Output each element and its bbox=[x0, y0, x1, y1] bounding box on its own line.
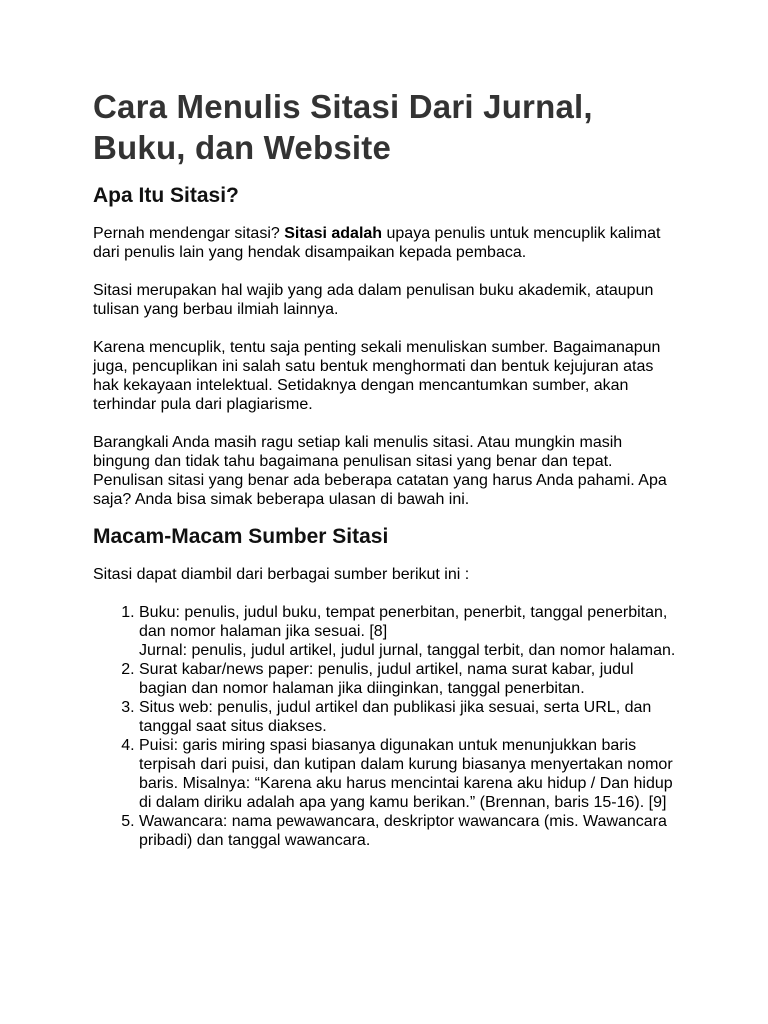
list-item-wawancara bbox=[139, 812, 683, 850]
paragraph-doubt: Barangkali Anda masih ragu setiap kali menulis sitasi. Atau mungkin masih bingung dan tidak tahu bagaimana penulisan sitasi yang benar dan tepat. Penulisan sitasi yang benar ada beberapa catatan yang harus Anda pahami. Apa saja? Anda bisa simak beberapa ulasan di bawah ini. bbox=[93, 434, 667, 508]
list-item-puisi bbox=[139, 736, 683, 812]
list-item-surat-kabar bbox=[139, 660, 683, 698]
paragraph-definition-rest: upaya penulis untuk mencuplik kalimat dari penulis lain yang hendak disampaikan kepada pembaca. bbox=[93, 225, 661, 261]
document-title: Cara Menulis Sitasi Dari Jurnal, Buku, dan Website bbox=[93, 88, 593, 166]
list-item-text: Situs web: penulis, judul artikel dan publikasi jika sesuai, serta URL, dan tanggal saat situs diakses. bbox=[139, 699, 652, 735]
paragraph-definition-bold: Sitasi adalah bbox=[284, 225, 383, 242]
list-item-text: Surat kabar/news paper: penulis, judul artikel, nama surat kabar, judul bagian dan nomor halaman jika diinginkan, tanggal penerbitan. bbox=[139, 661, 634, 697]
list-item-text: Puisi: garis miring spasi biasanya digunakan untuk menunjukkan baris terpisah dari puisi, dan kutipan dalam kurung biasanya menyertakan nomor baris. Misalnya: “Karena aku harus mencintai karena aku hidup / Dan hidup di dalam diriku adalah apa yang kamu berikan.” (Brennan, baris 15-16). [9] bbox=[139, 737, 673, 811]
list-item-situs-web bbox=[139, 698, 683, 736]
list-item-buku bbox=[139, 603, 683, 660]
section-heading-macam-sumber: Macam-Macam Sumber Sitasi bbox=[93, 525, 389, 548]
paragraph-definition-lead: Pernah mendengar sitasi? bbox=[93, 225, 285, 242]
paragraph-mandatory: Sitasi merupakan hal wajib yang ada dalam penulisan buku akademik, ataupun tulisan yang berbau ilmiah lainnya. bbox=[93, 282, 654, 318]
paragraph-definition bbox=[93, 224, 683, 262]
list-item-extra: Jurnal: penulis, judul artikel, judul jurnal, tanggal terbit, dan nomor halaman. bbox=[139, 642, 676, 659]
source-list bbox=[93, 603, 683, 850]
paragraph-source-importance: Karena mencuplik, tentu saja penting sekali menuliskan sumber. Bagaimanapun juga, pencuplikan ini salah satu bentuk menghormati dan bentuk kejujuran atas hak kekayaan intelektual. Setidaknya dengan mencantumkan sumber, akan terhindar pula dari plagiarisme. bbox=[93, 339, 661, 413]
paragraph-list-intro: Sitasi dapat diambil dari berbagai sumber berikut ini : bbox=[93, 566, 470, 583]
list-item-text: Wawancara: nama pewawancara, deskriptor wawancara (mis. Wawancara pribadi) dan tanggal wawancara. bbox=[139, 813, 667, 849]
section-heading-apa-itu-sitasi: Apa Itu Sitasi? bbox=[93, 184, 239, 207]
list-item-text: 1. Buku: penulis, judul buku, tempat penerbitan, penerbit, tanggal penerbitan, dan nomor halaman jika sesuai. [8] bbox=[139, 604, 668, 640]
document-page bbox=[93, 86, 683, 850]
